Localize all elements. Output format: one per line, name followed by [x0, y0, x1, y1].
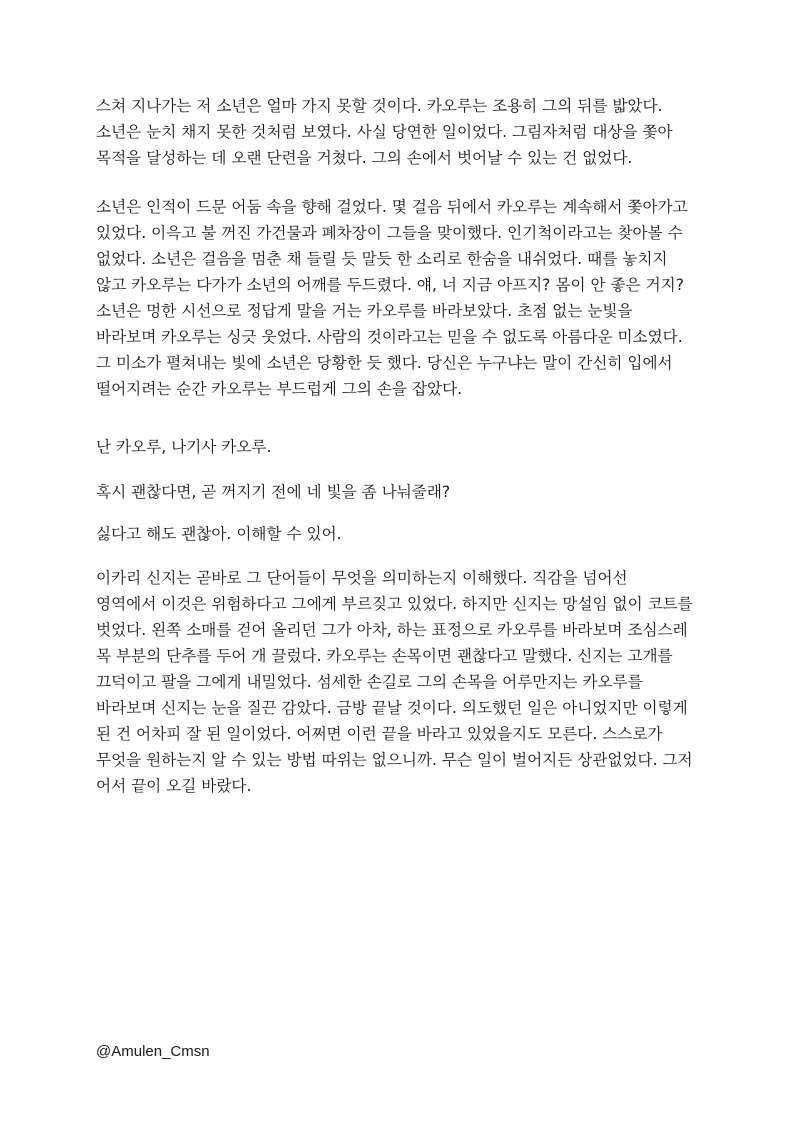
paragraph-line: 있었다. 이윽고 불 꺼진 가건물과 폐차장이 그들을 맞이했다. 인기척이라고는 찾아볼 수 [96, 224, 683, 242]
paragraph-line: 벗었다. 왼쪽 소매를 걷어 올리던 그가 아차, 하는 표정으로 카오루를 바라보며 조심스레 [96, 621, 688, 639]
paragraph-line: 그 미소가 펼쳐내는 빛에 소년은 당황한 듯 했다. 당신은 누구냐는 말이 간신히 입에서 [96, 354, 673, 372]
paragraph-line: 않고 카오루는 다가가 소년의 어깨를 두드렸다. 얘, 너 지금 아프지? 몸이 안 좋은 거지? [96, 276, 685, 294]
paragraph-line: 된 건 어차피 잘 된 일이었다. 어쩌면 이런 끝을 바라고 있었을지도 모른다. 스스로가 [96, 725, 663, 743]
paragraph-line: 목적을 달성하는 데 오랜 단련을 거쳤다. 그의 손에서 벗어날 수 있는 건 없었다. [96, 149, 633, 167]
paragraph-line: 소년은 인적이 드문 어둠 속을 향해 걸었다. 몇 걸음 뒤에서 카오루는 계속해서 쫓아가고 [96, 198, 688, 216]
author-watermark: @Amulen_Cmsn [96, 1043, 210, 1060]
paragraph-line: 무엇을 원하는지 알 수 있는 방법 따위는 없으니까. 무슨 일이 벌어지든 상관없었다. 그저 [96, 751, 693, 769]
paragraph-line: 영역에서 이것은 위험하다고 그에게 부르짖고 있었다. 하지만 신지는 망설임 없이 코트를 [96, 595, 693, 613]
paragraph-4 [96, 479, 716, 505]
paragraph-line: 싫다고 해도 괜찮아. 이해할 수 있어. [96, 525, 342, 543]
paragraph-5 [96, 521, 716, 547]
paragraph-line: 혹시 괜찮다면, 곧 꺼지기 전에 네 빛을 좀 나눠줄래? [96, 483, 451, 501]
paragraph-line: 떨어지려는 순간 카오루는 부드럽게 그의 손을 잡았다. [96, 380, 463, 398]
paragraph-line: 바라보며 카오루는 싱긋 웃었다. 사람의 것이라고는 믿을 수 없도록 아름다운 미소였다. [96, 328, 683, 346]
paragraph-line: 소년은 눈치 채지 못한 것처럼 보였다. 사실 당연한 일이었다. 그림자처럼 대상을 쫓아 [96, 123, 673, 141]
paragraph-line: 목 부분의 단추를 두어 개 끌렀다. 카오루는 손목이면 괜찮다고 말했다. 신지는 고개를 [96, 647, 673, 665]
paragraph-line: 없었다. 소년은 걸음을 멈춘 채 들릴 듯 말듯 한 소리로 한숨을 내쉬었다. 때를 놓치지 [96, 250, 668, 268]
paragraph-1 [96, 93, 716, 171]
paragraph-6 [96, 565, 716, 799]
paragraph-2 [96, 194, 716, 402]
paragraph-line: 바라보며 신지는 눈을 질끈 감았다. 금방 끝날 것이다. 의도했던 일은 아니었지만 이렇게 [96, 699, 688, 717]
paragraph-line: 어서 끝이 오길 바랐다. [96, 777, 252, 795]
paragraph-line: 끄덕이고 팔을 그에게 내밀었다. 섬세한 손길로 그의 손목을 어루만지는 카오루를 [96, 673, 643, 691]
paragraph-line: 스쳐 지나가는 저 소년은 얼마 가지 못할 것이다. 카오루는 조용히 그의 뒤를 밟았다. [96, 97, 663, 115]
paragraph-line: 이카리 신지는 곧바로 그 단어들이 무엇을 의미하는지 이해했다. 직감을 넘어선 [96, 569, 628, 587]
paragraph-line: 난 카오루, 나기사 카오루. [96, 438, 272, 456]
paragraph-3 [96, 434, 716, 460]
paragraph-line: 소년은 멍한 시선으로 정답게 말을 거는 카오루를 바라보았다. 초점 없는 눈빛을 [96, 302, 633, 320]
